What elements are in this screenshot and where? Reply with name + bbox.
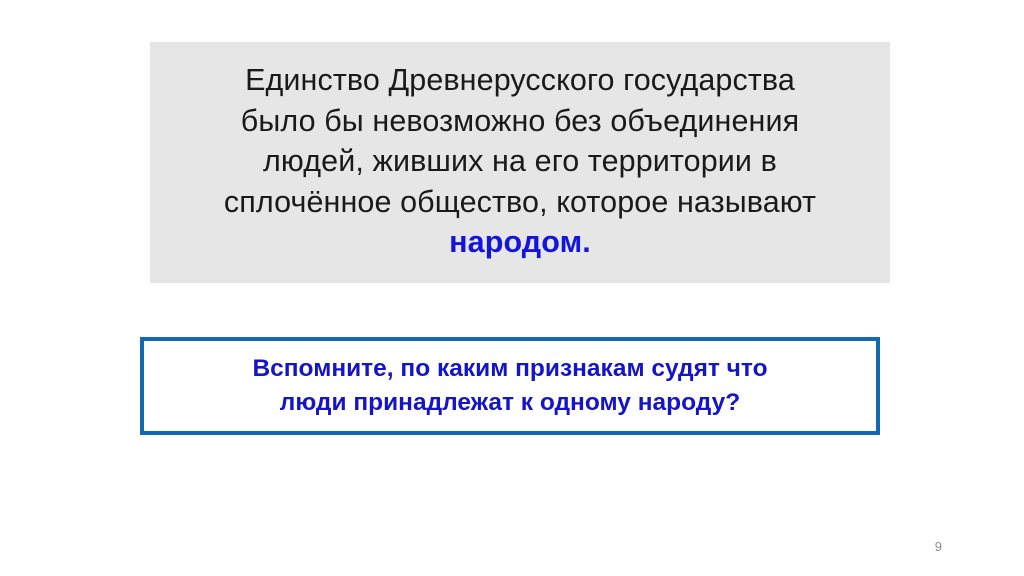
slide-number: 9 bbox=[934, 539, 942, 554]
statement-line-2: было бы невозможно без объединения bbox=[240, 103, 800, 138]
statement-line-1: Единство Древнерусского государства bbox=[245, 63, 795, 97]
question-box bbox=[140, 337, 880, 435]
statement-paragraph bbox=[160, 60, 880, 263]
question-paragraph bbox=[238, 352, 781, 420]
question-line-2: люди принадлежат к одному народу? bbox=[279, 389, 741, 416]
statement-block bbox=[150, 42, 890, 283]
statement-highlight-term: народом. bbox=[449, 225, 591, 260]
statement-line-4: сплочённое общество, которое называют bbox=[223, 184, 817, 219]
statement-line-3: людей, живших на его территории в bbox=[263, 144, 777, 179]
question-line-1: Вспомните, по каким признакам судят что bbox=[252, 355, 768, 383]
